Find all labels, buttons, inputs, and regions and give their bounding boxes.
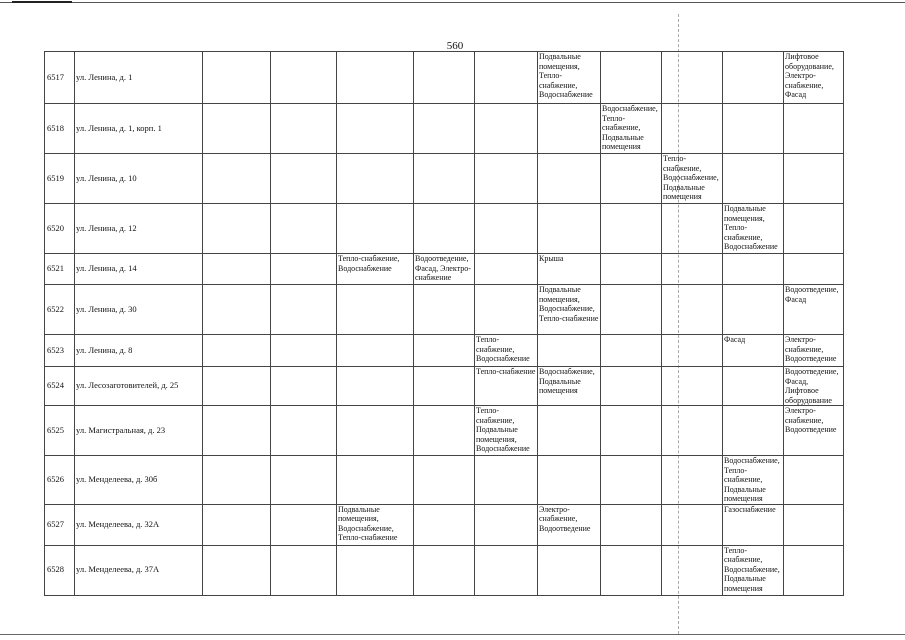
work-type-cell: [203, 335, 271, 367]
work-type-cell: Подвальные помещения, Водоснабжение, Тепло-снабжение: [538, 285, 601, 335]
work-type-cell: Водоснабжение, Тепло-снабжение, Подвальные помещения: [601, 104, 662, 154]
work-type-cell: [271, 204, 337, 254]
work-type-cell: Тепло-снабжение, Подвальные помещения, Водоснабжение: [475, 406, 538, 456]
table-row: [45, 406, 844, 456]
work-type-cell: [271, 285, 337, 335]
work-type-cell: [538, 335, 601, 367]
work-type-cell: [538, 154, 601, 204]
work-type-cell: [538, 204, 601, 254]
table-row: [45, 367, 844, 406]
table-row: [45, 545, 844, 595]
row-number: 6523: [45, 335, 75, 367]
work-type-cell: Водоотведение, Фасад, Электро-снабжение: [414, 254, 475, 285]
work-type-cell: [337, 52, 414, 104]
work-type-cell: [784, 504, 844, 545]
top-rule: [0, 2, 905, 3]
work-type-cell: [723, 406, 784, 456]
row-address: ул. Ленина, д. 10: [75, 154, 203, 204]
work-type-cell: [414, 367, 475, 406]
work-type-cell: [337, 456, 414, 505]
work-type-cell: [662, 335, 723, 367]
work-type-cell: [271, 406, 337, 456]
row-number: 6528: [45, 545, 75, 595]
row-address: ул. Ленина, д. 1: [75, 52, 203, 104]
work-type-cell: Водоснабжение, Тепло-снабжение, Подвальные помещения: [723, 456, 784, 505]
table-row: [45, 456, 844, 505]
work-type-cell: [337, 104, 414, 154]
work-type-cell: [203, 285, 271, 335]
row-number: 6519: [45, 154, 75, 204]
work-type-cell: [337, 545, 414, 595]
table-row: [45, 154, 844, 204]
row-address: ул. Лесозаготовителей, д. 25: [75, 367, 203, 406]
table-row: [45, 254, 844, 285]
work-type-cell: [271, 52, 337, 104]
work-type-cell: Лифтовое оборудование, Электро-снабжение, Фасад: [784, 52, 844, 104]
work-type-cell: [271, 104, 337, 154]
work-type-cell: [271, 504, 337, 545]
work-type-cell: [662, 504, 723, 545]
work-type-cell: [337, 335, 414, 367]
work-type-cell: Крыша: [538, 254, 601, 285]
row-number: 6518: [45, 104, 75, 154]
work-type-cell: Тепло-снабжение: [475, 367, 538, 406]
work-type-cell: [662, 456, 723, 505]
work-type-cell: [475, 285, 538, 335]
work-type-cell: [414, 335, 475, 367]
work-type-cell: [337, 154, 414, 204]
row-number: 6517: [45, 52, 75, 104]
work-type-cell: [475, 504, 538, 545]
work-type-cell: [271, 154, 337, 204]
work-type-cell: Подвальные помещения, Тепло-снабжение, Водоснабжение: [723, 204, 784, 254]
row-address: ул. Ленина, д. 8: [75, 335, 203, 367]
work-type-cell: [337, 285, 414, 335]
work-type-cell: [203, 504, 271, 545]
work-type-cell: [475, 545, 538, 595]
row-address: ул. Менделеева, д. 37А: [75, 545, 203, 595]
work-type-cell: [475, 52, 538, 104]
work-type-cell: [337, 204, 414, 254]
work-type-cell: [662, 52, 723, 104]
work-type-cell: [271, 545, 337, 595]
work-type-cell: [203, 456, 271, 505]
work-type-cell: Тепло-снабжение, Водоснабжение, Подвальные помещения: [662, 154, 723, 204]
row-number: 6526: [45, 456, 75, 505]
work-type-cell: [601, 545, 662, 595]
work-type-cell: [601, 204, 662, 254]
work-type-cell: [203, 104, 271, 154]
work-type-cell: [601, 154, 662, 204]
work-type-cell: [723, 285, 784, 335]
work-type-cell: [723, 104, 784, 154]
work-type-cell: [203, 367, 271, 406]
work-type-cell: Подвальные помещения, Тепло-снабжение, Водоснабжение: [538, 52, 601, 104]
work-type-cell: [601, 335, 662, 367]
page-number: 560: [446, 40, 464, 52]
work-type-cell: [662, 406, 723, 456]
work-type-cell: [337, 406, 414, 456]
table-row: [45, 52, 844, 104]
work-type-cell: Водоотведение, Фасад: [784, 285, 844, 335]
work-type-cell: [723, 154, 784, 204]
work-type-cell: Подвальные помещения, Водоснабжение, Тепло-снабжение: [337, 504, 414, 545]
work-type-cell: [203, 154, 271, 204]
work-type-cell: Электро-снабжение, Водоотведение: [538, 504, 601, 545]
work-type-cell: [538, 456, 601, 505]
work-type-cell: [271, 367, 337, 406]
row-address: ул. Ленина, д. 1, корп. 1: [75, 104, 203, 154]
work-type-cell: Водоотведение, Фасад, Лифтовое оборудование: [784, 367, 844, 406]
work-type-cell: [662, 104, 723, 154]
work-type-cell: [784, 204, 844, 254]
work-type-cell: [414, 204, 475, 254]
work-type-cell: [475, 254, 538, 285]
table-row: [45, 504, 844, 545]
work-type-cell: [538, 545, 601, 595]
work-type-cell: [784, 104, 844, 154]
work-type-cell: [414, 154, 475, 204]
row-number: 6521: [45, 254, 75, 285]
work-type-cell: [784, 254, 844, 285]
work-type-cell: Тепло-снабжение, Водоснабжение: [475, 335, 538, 367]
work-type-cell: [475, 204, 538, 254]
work-type-cell: Тепло-снабжение, Водоснабжение: [337, 254, 414, 285]
work-type-cell: [203, 254, 271, 285]
work-type-cell: [271, 335, 337, 367]
row-number: 6524: [45, 367, 75, 406]
row-number: 6525: [45, 406, 75, 456]
table-row: [45, 335, 844, 367]
row-number: 6520: [45, 204, 75, 254]
work-type-cell: [271, 254, 337, 285]
work-type-cell: [414, 104, 475, 154]
work-type-cell: [538, 104, 601, 154]
work-type-cell: [601, 52, 662, 104]
work-type-cell: [784, 154, 844, 204]
row-address: ул. Менделеева, д. 30б: [75, 456, 203, 505]
work-type-cell: [414, 545, 475, 595]
work-type-cell: [203, 52, 271, 104]
work-type-cell: [414, 456, 475, 505]
work-type-cell: [203, 406, 271, 456]
work-type-cell: [414, 504, 475, 545]
work-type-cell: [662, 254, 723, 285]
table-row: [45, 104, 844, 154]
work-type-cell: Газоснабжение: [723, 504, 784, 545]
repair-schedule-table: [44, 51, 844, 596]
bottom-rule: [0, 634, 905, 635]
row-address: ул. Магистральная, д. 23: [75, 406, 203, 456]
work-type-cell: [662, 545, 723, 595]
work-type-cell: Фасад: [723, 335, 784, 367]
row-number: 6522: [45, 285, 75, 335]
row-address: ул. Менделеева, д. 32А: [75, 504, 203, 545]
work-type-cell: [475, 154, 538, 204]
table-row: [45, 285, 844, 335]
work-type-cell: [414, 52, 475, 104]
work-type-cell: [414, 285, 475, 335]
work-type-cell: [337, 367, 414, 406]
work-type-cell: [271, 456, 337, 505]
work-type-cell: [203, 204, 271, 254]
work-type-cell: [784, 456, 844, 505]
work-type-cell: [784, 545, 844, 595]
row-address: ул. Ленина, д. 30: [75, 285, 203, 335]
work-type-cell: Электро-снабжение, Водоотведение: [784, 335, 844, 367]
work-type-cell: [662, 285, 723, 335]
row-address: ул. Ленина, д. 12: [75, 204, 203, 254]
work-type-cell: [723, 52, 784, 104]
work-type-cell: [601, 406, 662, 456]
work-type-cell: [601, 254, 662, 285]
work-type-cell: [475, 104, 538, 154]
work-type-cell: Водоснабжение, Подвальные помещения: [538, 367, 601, 406]
work-type-cell: Тепло-снабжение, Водоснабжение, Подвальные помещения: [723, 545, 784, 595]
top-rule-mark: [12, 1, 72, 3]
table-body: [45, 52, 844, 596]
work-type-cell: [723, 367, 784, 406]
row-number: 6527: [45, 504, 75, 545]
work-type-cell: [601, 504, 662, 545]
work-type-cell: [414, 406, 475, 456]
work-type-cell: [662, 367, 723, 406]
work-type-cell: [538, 406, 601, 456]
work-type-cell: [601, 456, 662, 505]
work-type-cell: [475, 456, 538, 505]
work-type-cell: [203, 545, 271, 595]
table-row: [45, 204, 844, 254]
work-type-cell: [723, 254, 784, 285]
work-type-cell: [662, 204, 723, 254]
row-address: ул. Ленина, д. 14: [75, 254, 203, 285]
work-type-cell: [601, 367, 662, 406]
work-type-cell: [601, 285, 662, 335]
work-type-cell: Электро-снабжение, Водоотведение: [784, 406, 844, 456]
